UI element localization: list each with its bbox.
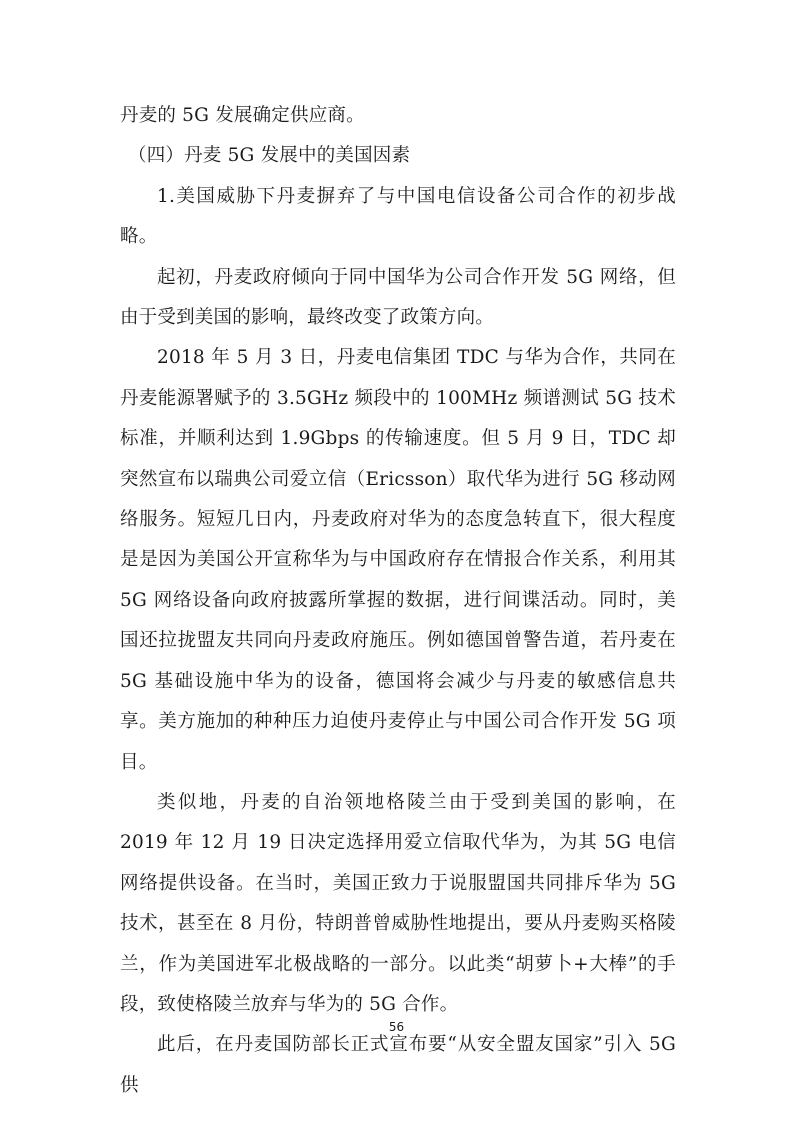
paragraph-continuation: 丹麦的 5G 发展确定供应商。 [120,105,365,126]
page-number: 56 [388,1020,405,1034]
subsection-heading: 1.美国威胁下丹麦摒弃了与中国电信设备公司合作的初步战略。 [120,185,676,248]
paragraph: 起初，丹麦政府倾向于同中国华为公司合作开发 5G 网络，但由于受到美国的影响，最终改变了政策方向。 [120,266,676,329]
paragraph: 2018 年 5 月 3 日，丹麦电信集团 TDC 与华为合作，共同在丹麦能源署赋予的 3.5GHz 频段中的 100MHz 频谱测试 5G 技术标准，并顺利达到 1.9Gbps 的传输速度。但 5 月 9 日，TDC 却突然宣布以瑞典公司爱立信（Ericsson）取代华为进行 5G 移动网络服务。短短几日内，丹麦政府对华为的态度急转直下，很大程度是是因为美国公开宣称华为与中国政府存在情报合作关系，利用其 5G 网络设备向政府披露所掌握的数据，进行间谍活动。同时，美国还拉拢盟友共同向丹麦政府施压。例如德国曾警告道，若丹麦在 5G 基础设施中华为的设备，德国将会减少与丹麦的敏感信息共享。美方施加的种种压力迫使丹麦停止与中国公司合作开发 5G 项目。 [120,347,676,773]
paragraph: 此后，在丹麦国防部长正式宣布要“从安全盟友国家”引入 5G 供 [120,1034,676,1096]
body-text [120,96,676,1106]
section-heading: （四）丹麦 5G 发展中的美国因素 [128,145,411,167]
paragraph: 类似地，丹麦的自治领地格陵兰由于受到美国的影响，在 2019 年 12 月 19 日决定选择用爱立信取代华为，为其 5G 电信网络提供设备。在当时，美国正致力于说服盟国共同排斥华为 5G 技术，甚至在 8 月份，特朗普曾威胁性地提出，要从丹麦购买格陵兰，作为美国进军北极战略的一部分。以此类“胡萝卜+大棒”的手段，致使格陵兰放弃与华为的 5G 合作。 [120,791,676,1015]
